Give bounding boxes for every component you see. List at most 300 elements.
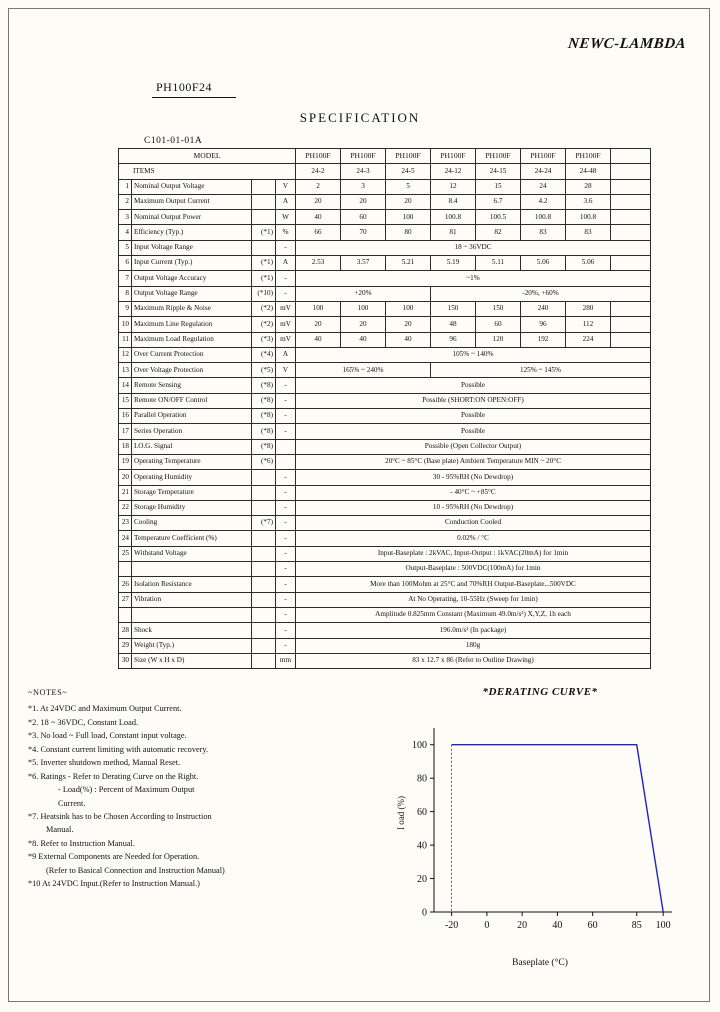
notes-block xyxy=(28,686,368,891)
row-value-extra xyxy=(611,332,651,347)
row-number: 18 xyxy=(119,439,132,454)
svg-text:-20: -20 xyxy=(444,920,459,931)
row-value: 40 xyxy=(296,332,341,347)
row-number: 26 xyxy=(119,577,132,592)
row-value-span: 0.02% / °C xyxy=(296,531,651,546)
chart-x-axis-label: Baseplate (°C) xyxy=(512,958,568,968)
header-blank-2 xyxy=(611,164,651,179)
row-value-span: 10 - 95%RH (No Dewdrop) xyxy=(296,500,651,515)
row-number: 25 xyxy=(119,546,132,561)
table-header-row xyxy=(119,149,651,164)
derating-curve-svg xyxy=(390,716,690,948)
table-row xyxy=(119,347,651,362)
svg-text:0: 0 xyxy=(422,907,427,919)
row-value-extra xyxy=(611,194,651,209)
row-unit: W xyxy=(276,210,296,225)
row-note-ref: (*10) xyxy=(252,286,276,301)
row-value: 20 xyxy=(296,194,341,209)
row-note-ref: (*1) xyxy=(252,225,276,240)
note-line: *8. Refer to Instruction Manual. xyxy=(28,838,135,848)
row-note-ref: (*7) xyxy=(252,516,276,531)
header-model-1: PH100F xyxy=(341,149,386,164)
row-number xyxy=(119,607,132,622)
row-value: 120 xyxy=(476,332,521,347)
row-value: 100.8 xyxy=(431,210,476,225)
row-number: 3 xyxy=(119,210,132,225)
table-row xyxy=(119,240,651,255)
row-value-span: At No Operating, 10-55Hz (Sweep for 1min) xyxy=(296,592,651,607)
row-note-ref xyxy=(252,623,276,638)
row-unit: - xyxy=(276,378,296,393)
row-item-label: Remote Sensing xyxy=(132,378,252,393)
row-value: 150 xyxy=(476,301,521,316)
row-value: 4.2 xyxy=(521,194,566,209)
row-value: 3.57 xyxy=(341,256,386,271)
row-value: 100 xyxy=(341,301,386,316)
brand-logo: NEWC-LAMBDA xyxy=(567,36,687,52)
row-note-ref: (*1) xyxy=(252,256,276,271)
row-unit: - xyxy=(276,240,296,255)
derating-curve-title: *DERATING CURVE* xyxy=(482,686,598,698)
row-value: 100.8 xyxy=(521,210,566,225)
row-value: 150 xyxy=(431,301,476,316)
header-suffix-5: 24-24 xyxy=(521,164,566,179)
row-item-label: Input Current (Typ.) xyxy=(132,256,252,271)
table-row xyxy=(119,409,651,424)
svg-text:40: 40 xyxy=(417,840,427,852)
table-row xyxy=(119,531,651,546)
header-model: MODEL xyxy=(119,149,296,164)
note-line: *2. 18 ~ 36VDC, Constant Load. xyxy=(28,717,139,727)
row-note-ref: (*8) xyxy=(252,378,276,393)
row-value-split-b: -20%, +60% xyxy=(431,286,651,301)
row-value-span: 18 ~ 36VDC xyxy=(296,240,651,255)
svg-text:60: 60 xyxy=(587,920,598,931)
row-value: 3 xyxy=(341,179,386,194)
row-number: 11 xyxy=(119,332,132,347)
table-row xyxy=(119,286,651,301)
row-item-label: Withstand Voltage xyxy=(132,546,252,561)
note-line: *10 At 24VDC Input.(Refer to Instruction Manual.) xyxy=(28,879,200,889)
row-value-span: Possible (SHORT:ON OPEN:OFF) xyxy=(296,393,651,408)
row-value: 40 xyxy=(296,210,341,225)
row-unit: mV xyxy=(276,301,296,316)
row-value: 24 xyxy=(521,179,566,194)
row-note-ref xyxy=(252,240,276,255)
row-note-ref: (*5) xyxy=(252,363,276,378)
row-unit: A xyxy=(276,194,296,209)
header-model-3: PH100F xyxy=(431,149,476,164)
header-suffix-2: 24-5 xyxy=(386,164,431,179)
row-value: 83 xyxy=(566,225,611,240)
row-value-span: Possible (Open Collector Output) xyxy=(296,439,651,454)
row-item-label: Remote ON/OFF Control xyxy=(132,393,252,408)
row-number: 15 xyxy=(119,393,132,408)
row-unit xyxy=(276,454,296,469)
table-row xyxy=(119,500,651,515)
row-note-ref xyxy=(252,638,276,653)
row-number: 2 xyxy=(119,194,132,209)
table-row xyxy=(119,332,651,347)
header-model-5: PH100F xyxy=(521,149,566,164)
row-unit: - xyxy=(276,577,296,592)
row-item-label: Operating Humidity xyxy=(132,470,252,485)
row-unit: - xyxy=(276,271,296,286)
row-value-span: Possible xyxy=(296,424,651,439)
table-row xyxy=(119,470,651,485)
row-unit: - xyxy=(276,485,296,500)
svg-text:40: 40 xyxy=(552,920,563,931)
row-unit: - xyxy=(276,562,296,577)
row-value-extra xyxy=(611,225,651,240)
row-value: 96 xyxy=(521,317,566,332)
row-value: 60 xyxy=(341,210,386,225)
row-value: 70 xyxy=(341,225,386,240)
note-line: *5. Inverter shutdown method, Manual Reset. xyxy=(28,758,181,768)
row-unit xyxy=(276,439,296,454)
row-note-ref xyxy=(252,592,276,607)
row-unit: % xyxy=(276,225,296,240)
row-value: 224 xyxy=(566,332,611,347)
row-unit: - xyxy=(276,409,296,424)
row-item-label: Weight (Typ.) xyxy=(132,638,252,653)
row-value: 66 xyxy=(296,225,341,240)
row-value: 20 xyxy=(296,317,341,332)
row-note-ref xyxy=(252,470,276,485)
row-item-label xyxy=(132,562,252,577)
row-item-label: Storage Humidity xyxy=(132,500,252,515)
row-unit: - xyxy=(276,286,296,301)
row-item-label: Maximum Ripple & Noise xyxy=(132,301,252,316)
row-item-label: Output Voltage Range xyxy=(132,286,252,301)
chart-y-axis-label: I oad (%) xyxy=(395,796,406,830)
row-value: 2.53 xyxy=(296,256,341,271)
table-row xyxy=(119,393,651,408)
row-number: 19 xyxy=(119,454,132,469)
row-item-label: Maximum Load Regulation xyxy=(132,332,252,347)
table-row xyxy=(119,424,651,439)
note-line: *7. Heatsink has to be Chosen According to Instruction xyxy=(28,811,212,821)
note-line: *6. Ratings - Refer to Derating Curve on the Right. xyxy=(28,771,199,781)
row-unit: - xyxy=(276,638,296,653)
row-note-ref: (*8) xyxy=(252,393,276,408)
table-row xyxy=(119,271,651,286)
row-value: 12 xyxy=(431,179,476,194)
row-unit: - xyxy=(276,470,296,485)
table-row xyxy=(119,485,651,500)
row-value: 96 xyxy=(431,332,476,347)
row-value: 40 xyxy=(341,332,386,347)
row-value-extra xyxy=(611,301,651,316)
header-model-0: PH100F xyxy=(296,149,341,164)
header-suffix-4: 24-15 xyxy=(476,164,521,179)
row-value-span: Possible xyxy=(296,409,651,424)
svg-text:0: 0 xyxy=(484,920,490,931)
header-blank xyxy=(611,149,651,164)
row-number: 1 xyxy=(119,179,132,194)
row-item-label: Cooling xyxy=(132,516,252,531)
row-item-label: Series Operation xyxy=(132,424,252,439)
table-row xyxy=(119,546,651,561)
row-number: 17 xyxy=(119,424,132,439)
row-note-ref xyxy=(252,210,276,225)
row-value-span: Output-Baseplate : 500VDC(100mA) for 1min xyxy=(296,562,651,577)
row-item-label: Over Voltage Protection xyxy=(132,363,252,378)
row-note-ref xyxy=(252,546,276,561)
row-note-ref xyxy=(252,179,276,194)
header-model-2: PH100F xyxy=(386,149,431,164)
row-value-span: Input-Baseplate : 2kVAC, Input-Output : 1kVAC(20mA) for 1min xyxy=(296,546,651,561)
row-value: 3.6 xyxy=(566,194,611,209)
header-items: ITEMS xyxy=(119,164,296,179)
row-value-span: 180g xyxy=(296,638,651,653)
row-value: 5.06 xyxy=(566,256,611,271)
row-note-ref xyxy=(252,194,276,209)
header-suffix-3: 24-12 xyxy=(431,164,476,179)
row-number: 29 xyxy=(119,638,132,653)
row-value: 112 xyxy=(566,317,611,332)
row-value: 5.11 xyxy=(476,256,521,271)
row-value: 100.8 xyxy=(566,210,611,225)
row-number: 28 xyxy=(119,623,132,638)
row-note-ref: (*2) xyxy=(252,317,276,332)
model-label: PH100F24 xyxy=(152,80,236,98)
row-unit: - xyxy=(276,623,296,638)
note-line: Manual. xyxy=(46,825,74,835)
row-value: 82 xyxy=(476,225,521,240)
row-value: 83 xyxy=(521,225,566,240)
note-line: (Refer to Basical Connection and Instruction Manual) xyxy=(46,865,225,875)
row-number: 24 xyxy=(119,531,132,546)
row-item-label: I.O.G. Signal xyxy=(132,439,252,454)
row-number: 9 xyxy=(119,301,132,316)
row-item-label: Shock xyxy=(132,623,252,638)
row-note-ref: (*2) xyxy=(252,301,276,316)
row-unit: mm xyxy=(276,653,296,668)
row-item-label: Temperature Coefficient (%) xyxy=(132,531,252,546)
table-row xyxy=(119,607,651,622)
specification-table xyxy=(118,148,651,669)
row-note-ref xyxy=(252,531,276,546)
svg-text:100: 100 xyxy=(412,740,427,752)
row-note-ref: (*1) xyxy=(252,271,276,286)
table-row xyxy=(119,210,651,225)
row-number: 8 xyxy=(119,286,132,301)
row-number: 6 xyxy=(119,256,132,271)
row-value: 192 xyxy=(521,332,566,347)
row-value: 2 xyxy=(296,179,341,194)
row-value: 20 xyxy=(386,194,431,209)
row-value: 5.06 xyxy=(521,256,566,271)
svg-text:20: 20 xyxy=(517,920,528,931)
note-line: *3. No load ~ Full load, Constant input voltage. xyxy=(28,731,187,741)
row-number: 14 xyxy=(119,378,132,393)
row-unit: V xyxy=(276,179,296,194)
note-line: *4. Constant current limiting with automatic recovery. xyxy=(28,744,209,754)
row-value-span: Amplitude 0.825mm Constant (Maximum 49.0m/s²) X,Y,Z, 1h each xyxy=(296,607,651,622)
row-value-span: Possible xyxy=(296,378,651,393)
header-model-4: PH100F xyxy=(476,149,521,164)
row-number: 16 xyxy=(119,409,132,424)
notes-heading: ~NOTES~ xyxy=(28,688,68,697)
table-row xyxy=(119,638,651,653)
row-value-span: Conduction Cooled xyxy=(296,516,651,531)
row-value: 5 xyxy=(386,179,431,194)
row-number: 27 xyxy=(119,592,132,607)
table-row xyxy=(119,454,651,469)
row-value: 48 xyxy=(431,317,476,332)
page-title: SPECIFICATION xyxy=(299,110,421,125)
note-line: *9 External Components are Needed for Operation. xyxy=(28,852,200,862)
row-item-label: Nominal Output Power xyxy=(132,210,252,225)
row-value-split-b: 125% ~ 145% xyxy=(431,363,651,378)
row-number: 10 xyxy=(119,317,132,332)
table-row xyxy=(119,179,651,194)
row-value-span: More than 100Mohm at 25°C and 70%RH Output-Baseplate...500VDC xyxy=(296,577,651,592)
row-item-label: Efficiency (Typ.) xyxy=(132,225,252,240)
row-value: 6.7 xyxy=(476,194,521,209)
table-row xyxy=(119,225,651,240)
row-item-label: Isolation Resistance xyxy=(132,577,252,592)
row-unit: mV xyxy=(276,332,296,347)
row-note-ref: (*8) xyxy=(252,424,276,439)
row-number: 13 xyxy=(119,363,132,378)
row-number: 30 xyxy=(119,653,132,668)
table-subheader-row xyxy=(119,164,651,179)
row-value-split-a: 165% ~ 240% xyxy=(296,363,431,378)
row-value: 80 xyxy=(386,225,431,240)
row-number xyxy=(119,562,132,577)
document-code: C101-01-01A xyxy=(144,136,203,146)
row-value: 20 xyxy=(386,317,431,332)
row-value: 100 xyxy=(296,301,341,316)
row-note-ref xyxy=(252,653,276,668)
row-note-ref xyxy=(252,607,276,622)
row-value-span: ~1% xyxy=(296,271,651,286)
row-unit: mV xyxy=(276,317,296,332)
svg-text:60: 60 xyxy=(417,807,427,819)
header-suffix-0: 24-2 xyxy=(296,164,341,179)
row-value-split-a: +20% xyxy=(296,286,431,301)
row-value-span: 20°C ~ 85°C (Base plate) Ambient Temperature MIN ~ 20°C xyxy=(296,454,651,469)
row-value: 28 xyxy=(566,179,611,194)
row-note-ref: (*8) xyxy=(252,439,276,454)
table-row xyxy=(119,363,651,378)
row-item-label xyxy=(132,607,252,622)
row-note-ref xyxy=(252,485,276,500)
row-value-span: 83 x 12.7 x 86 (Refer to Outline Drawing) xyxy=(296,653,651,668)
row-item-label: Vibration xyxy=(132,592,252,607)
svg-text:80: 80 xyxy=(417,773,427,785)
table-row xyxy=(119,194,651,209)
table-row xyxy=(119,301,651,316)
row-value: 240 xyxy=(521,301,566,316)
table-row xyxy=(119,439,651,454)
table-row xyxy=(119,592,651,607)
row-unit: - xyxy=(276,592,296,607)
header-model-6: PH100F xyxy=(566,149,611,164)
row-number: 7 xyxy=(119,271,132,286)
row-value: 280 xyxy=(566,301,611,316)
table-row xyxy=(119,577,651,592)
row-value: 100 xyxy=(386,210,431,225)
table-row xyxy=(119,653,651,668)
row-number: 5 xyxy=(119,240,132,255)
row-unit: - xyxy=(276,546,296,561)
table-row xyxy=(119,378,651,393)
derating-curve-chart xyxy=(390,716,690,966)
note-line: - Load(%) : Percent of Maximum Output xyxy=(58,785,195,795)
row-number: 12 xyxy=(119,347,132,362)
row-unit: - xyxy=(276,424,296,439)
row-value: 60 xyxy=(476,317,521,332)
row-note-ref: (*6) xyxy=(252,454,276,469)
row-unit: - xyxy=(276,531,296,546)
row-value-extra xyxy=(611,317,651,332)
note-line: *1. At 24VDC and Maximum Output Current. xyxy=(28,704,182,714)
svg-text:100: 100 xyxy=(655,920,671,931)
row-number: 23 xyxy=(119,516,132,531)
row-value: 20 xyxy=(341,194,386,209)
row-item-label: Nominal Output Voltage xyxy=(132,179,252,194)
row-number: 4 xyxy=(119,225,132,240)
row-item-label: Storage Temperature xyxy=(132,485,252,500)
row-unit: - xyxy=(276,516,296,531)
row-item-label: Over Current Protection xyxy=(132,347,252,362)
row-note-ref xyxy=(252,562,276,577)
row-value: 81 xyxy=(431,225,476,240)
row-value: 100.5 xyxy=(476,210,521,225)
row-value: 20 xyxy=(341,317,386,332)
row-value: 100 xyxy=(386,301,431,316)
row-item-label: Parallel Operation xyxy=(132,409,252,424)
row-item-label: Output Voltage Accuracy xyxy=(132,271,252,286)
row-value: 5.19 xyxy=(431,256,476,271)
row-item-label: Input Voltage Range xyxy=(132,240,252,255)
note-line: Current. xyxy=(58,798,86,808)
row-item-label: Maximum Line Regulation xyxy=(132,317,252,332)
row-number: 22 xyxy=(119,500,132,515)
row-unit: A xyxy=(276,347,296,362)
row-value-span: 105% ~ 140% xyxy=(296,347,651,362)
row-unit: - xyxy=(276,393,296,408)
row-note-ref xyxy=(252,500,276,515)
row-item-label: Size (W x H x D) xyxy=(132,653,252,668)
row-number: 21 xyxy=(119,485,132,500)
row-note-ref: (*4) xyxy=(252,347,276,362)
row-value-extra xyxy=(611,179,651,194)
row-value-span: 30 - 95%RH (No Dewdrop) xyxy=(296,470,651,485)
table-row xyxy=(119,623,651,638)
row-unit: A xyxy=(276,256,296,271)
header-suffix-6: 24-48 xyxy=(566,164,611,179)
row-unit: - xyxy=(276,500,296,515)
table-row xyxy=(119,562,651,577)
row-value-span: 196.0m/s² (In package) xyxy=(296,623,651,638)
row-value: 5.21 xyxy=(386,256,431,271)
table-row xyxy=(119,516,651,531)
row-item-label: Operating Temperature xyxy=(132,454,252,469)
table-row xyxy=(119,317,651,332)
row-note-ref: (*3) xyxy=(252,332,276,347)
table-row xyxy=(119,256,651,271)
row-unit: V xyxy=(276,363,296,378)
row-value: 40 xyxy=(386,332,431,347)
row-unit: - xyxy=(276,607,296,622)
row-note-ref xyxy=(252,577,276,592)
row-number: 20 xyxy=(119,470,132,485)
header-suffix-1: 24-3 xyxy=(341,164,386,179)
